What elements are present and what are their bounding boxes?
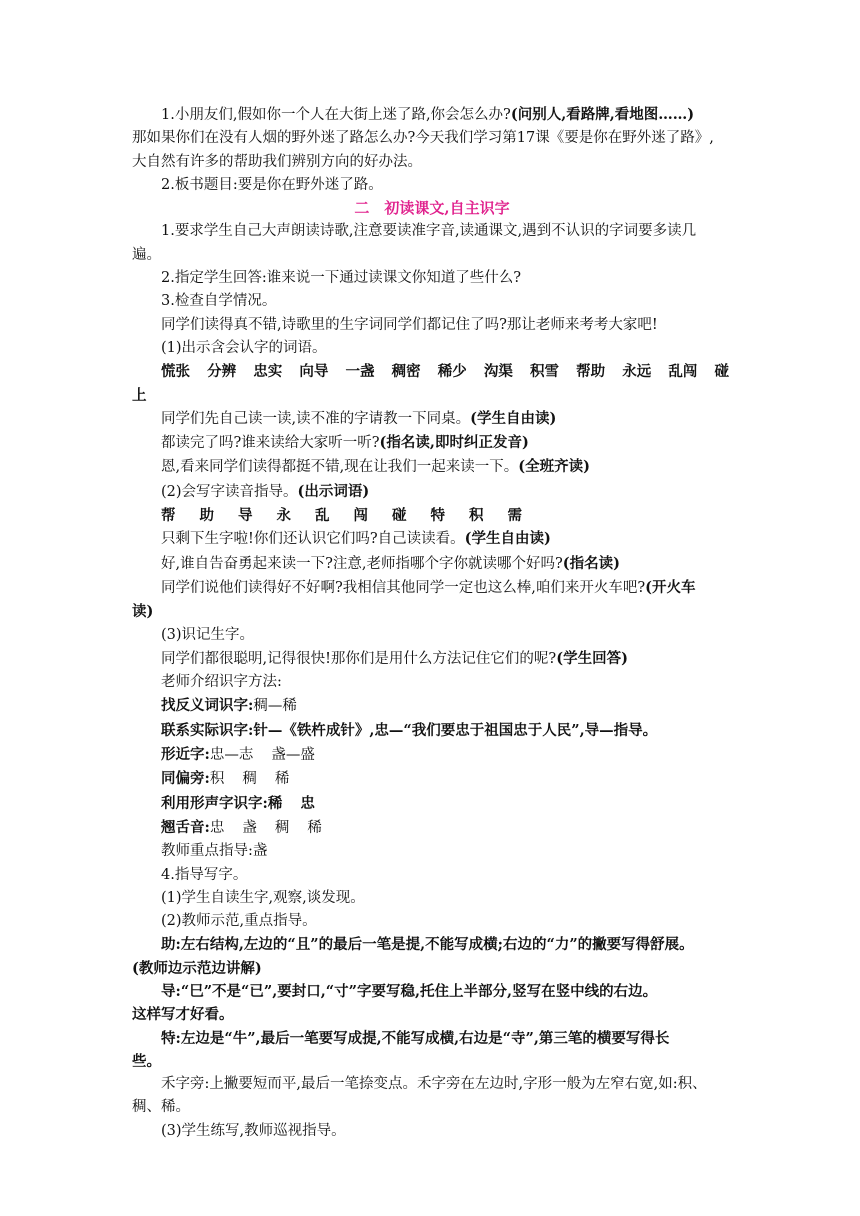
character: 需 [507,507,522,525]
method-value: 稀 [307,819,322,836]
reading-line-g [132,647,732,671]
character: 乱 [315,507,330,525]
reading-step-2: 2.指定学生回答:谁来说一下通过读课文你知道了些什么? [161,270,521,287]
method-value: 稠 [242,771,257,788]
section-heading: 二 初读课文,自主识字 [354,199,510,218]
method-value: 稀 [267,794,283,812]
method-phonetic [132,792,732,816]
reading-line-b [132,431,732,455]
vocab-word: 分辨 [207,363,237,381]
method-retroflex [132,816,732,840]
vocabulary-words [161,360,729,383]
vocab-word: 沟渠 [483,363,513,381]
reading-line-f-cont: 读) [132,603,154,621]
method-similar-shape [132,743,732,767]
method-label: 联系实际识字: [161,721,254,739]
method-label: 利用形声字识字: [161,794,268,812]
method-value: 稀 [274,771,290,788]
line-text: 同学们说他们读得好不好啊?我相信其他同学一定也这么棒,咱们来开火车吧? [161,579,646,596]
vocab-word: 忠实 [253,363,283,381]
reading-line-h: 老师介绍识字方法: [161,674,282,691]
vocab-word: 稠密 [391,363,421,381]
vocab-word-tail: 上 [132,386,147,404]
method-antonym [132,694,732,718]
intro-paragraph-2: 2.板书题目:要是你在野外迷了路。 [161,176,383,193]
vocab-word: 碰 [714,363,729,381]
vocab-word: 积雪 [530,363,559,381]
lesson-content [132,103,732,1143]
vocab-word: 稀少 [437,363,467,381]
line-text: 只剩下生字啦!你们还认识它们吗?自己读读看。 [161,531,465,548]
method-value: 忠 [209,819,225,836]
method-value: 盏—盛 [271,747,315,764]
intro-question: 1.小朋友们,假如你一个人在大街上迷了路,你会怎么办? [161,107,511,123]
line-text: 好,谁自告奋勇起来读一下?注意,老师指哪个字你就读哪个好吗? [161,555,563,572]
character: 积 [469,507,484,525]
character: 导 [238,507,253,525]
method-label: 翘舌音: [161,818,210,836]
reading-step-3: 3.检查自学情况。 [161,293,277,310]
line-note: (学生回答) [556,649,628,667]
sub-step-1: (1)出示含会认字的词语。 [161,339,327,356]
writing-sub-2: (2)教师示范,重点指导。 [161,913,317,930]
line-note: (出示词语) [297,482,370,500]
writing-sub-1: (1)学生自读生字,观察,谈发现。 [161,889,365,906]
line-note: (开火车 [645,578,696,596]
method-value: 忠 [300,794,315,812]
method-label: 找反义词识字: [161,697,254,715]
writing-te: 特:左边是“牛”,最后一笔要写成提,不能写成横,右边是“寺”,第三笔的横要写得长 [161,1029,670,1047]
vocab-word: 乱闯 [668,363,698,381]
line-text: 都读完了吗?谁来读给大家听一听? [161,435,380,452]
reading-step-1-cont: 遍。 [132,246,161,263]
writing-zhu-cont: (教师边示范边讲解) [132,959,262,977]
writing-characters [161,504,732,527]
vocab-word: 一盏 [345,363,375,381]
writing-te-cont: 些。 [132,1052,161,1070]
reading-line-c [132,455,732,479]
line-note: (指名读,即时纠正发音) [379,434,529,452]
method-value: 积 [209,771,225,788]
vocab-word: 向导 [299,363,329,381]
reading-line-a [132,407,732,431]
method-value: 忠—志 [209,747,254,764]
vocab-word: 帮助 [576,363,606,381]
writing-zhu: 助:左右结构,左边的“且”的最后一笔是提,不能写成横;右边的“力”的撇要写得舒展。 [161,936,694,954]
line-note: (全班齐读) [518,458,590,476]
reading-line-f [132,576,732,600]
method-label: 形近字: [161,746,210,764]
intro-paragraph-1-end: 大自然有许多的帮助我们辨别方向的好办法。 [132,153,422,170]
line-text: 同学们都很聪明,记得很快!那你们是用什么方法记住它们的呢? [161,650,557,667]
writing-he: 禾字旁:上撇要短而平,最后一笔捺变点。禾字旁在左边时,字形一般为左窄右宽,如:积、 [161,1076,707,1093]
intro-paragraph-1 [132,103,732,127]
reading-step-3-text: 同学们读得真不错,诗歌里的生字词同学们都记住了吗?那让老师来考考大家吧! [161,316,658,333]
line-note: (学生自由读) [464,530,551,548]
method-context [132,719,732,743]
method-value: 稠—稀 [253,698,297,715]
reading-line-i: 教师重点指导:盏 [161,843,268,860]
reading-line-e [132,552,732,576]
character: 特 [430,507,445,525]
reading-step-1: 1.要求学生自己大声朗读诗歌,注意要读准字音,读通课文,遇到不认识的字词要多读几 [161,223,697,240]
vocab-word: 永远 [622,363,652,381]
method-value: 稠 [274,819,290,836]
character: 永 [276,507,291,525]
sub-step-3: (3)识记生字。 [161,626,255,643]
method-value: 针—《铁杵成针》,忠—“我们要忠于祖国忠于人民”,导—指导。 [253,721,658,739]
method-same-radical [132,767,732,791]
line-note: (指名读) [562,554,620,572]
intro-paragraph-1-cont: 那如果你们在没有人烟的野外迷了路怎么办?今天我们学习第17课《要是你在野外迷了路》, [132,130,714,147]
writing-he-cont: 稠、稀。 [132,1099,190,1116]
character: 助 [199,507,214,525]
character: 闯 [353,507,368,525]
line-text: 同学们先自己读一读,读不准的字请教一下同桌。 [161,410,471,427]
method-value: 盏 [242,819,257,836]
line-note: (学生自由读) [470,409,557,427]
writing-dao: 导:“巳”不是“已”,要封口,“寸”字要写稳,托住上半部分,竖写在竖中线的右边。 [161,982,658,1000]
writing-dao-cont: 这样写才好看。 [132,1006,234,1024]
vocab-word: 慌张 [161,363,190,381]
line-text: 恩,看来同学们读得都挺不错,现在让我们一起来读一下。 [161,459,519,476]
character: 碰 [392,507,407,525]
sub-step-2 [132,480,732,504]
writing-sub-3: (3)学生练写,教师巡视指导。 [161,1122,346,1139]
writing-step-4: 4.指导写字。 [161,866,248,883]
method-label: 同偏旁: [161,770,210,788]
reading-line-d [132,527,732,551]
intro-answer-hint: (问别人,看路牌,看地图……) [510,106,695,123]
line-text: (2)会写字读音指导。 [161,483,298,500]
character: 帮 [161,507,176,525]
